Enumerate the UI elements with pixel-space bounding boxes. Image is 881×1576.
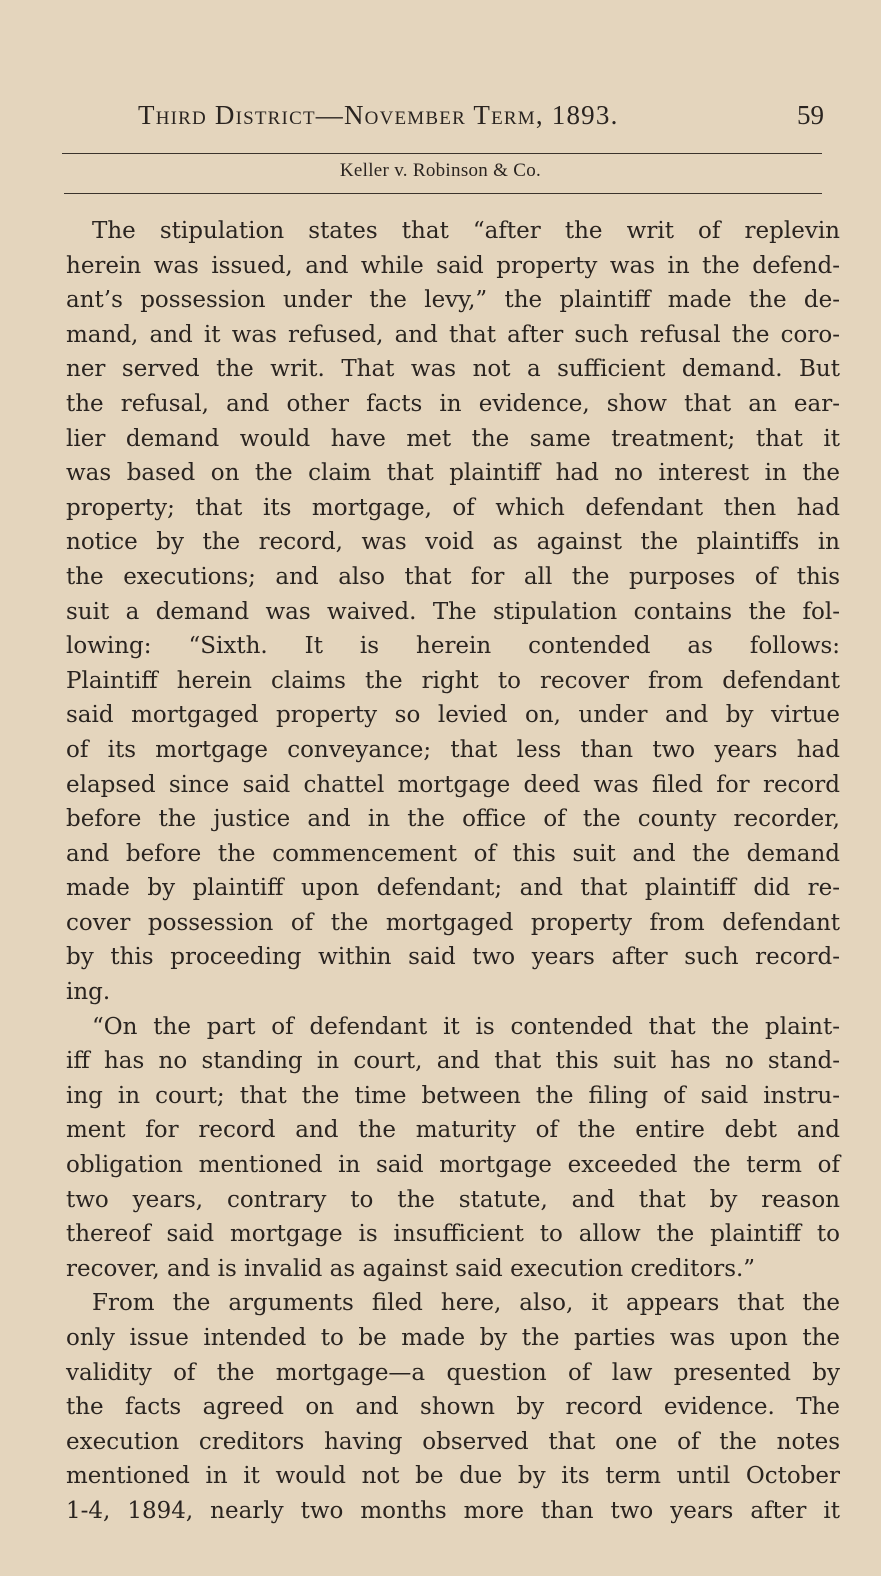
- text-line: of its mortgage conveyance; that less than two years had: [66, 736, 840, 763]
- text-line: execution creditors having observed that one of the notes: [66, 1428, 840, 1455]
- text-line: obligation mentioned in said mortgage exceeded the term of: [66, 1152, 840, 1179]
- text-line: notice by the record, was void as against the plaintiffs in: [66, 529, 840, 556]
- page-number: 59: [797, 100, 824, 130]
- text-line: the facts agreed on and shown by record evidence. The: [66, 1394, 840, 1421]
- text-line: ing.: [66, 979, 111, 1006]
- text-line: From the arguments filed here, also, it appears that the: [92, 1290, 840, 1317]
- text-line: before the justice and in the office of the county recorder,: [66, 806, 840, 833]
- running-head: Third District—November Term, 1893.: [138, 100, 619, 130]
- text-line: validity of the mortgage—a question of law presented by: [66, 1359, 840, 1386]
- text-line: 1-4, 1894, nearly two months more than two years after it: [66, 1497, 840, 1524]
- text-line: suit a demand was waived. The stipulation contains the fol-: [66, 598, 840, 625]
- text-line: ant’s possession under the levy,” the plaintiff made the de-: [66, 287, 840, 314]
- text-line: and before the commencement of this suit and the demand: [66, 840, 840, 867]
- text-line: ment for record and the maturity of the entire debt and: [66, 1117, 840, 1144]
- text-line: was based on the claim that plaintiff had no interest in the: [66, 460, 840, 487]
- text-line: Plaintiff herein claims the right to recover from defendant: [66, 667, 840, 694]
- case-title: Keller v. Robinson & Co.: [339, 160, 542, 181]
- text-line: recover, and is invalid as against said execution creditors.”: [66, 1255, 756, 1282]
- text-line: “On the part of defendant it is contended that the plaint-: [92, 1013, 840, 1040]
- text-line: ing in court; that the time between the filing of said instru-: [66, 1082, 840, 1109]
- text-line: only issue intended to be made by the parties was upon the: [66, 1325, 840, 1351]
- text-line: by this proceeding within said two years after such record-: [66, 944, 840, 971]
- body-text: [66, 214, 840, 1529]
- text-line: iff has no standing in court, and that this suit has no stand-: [66, 1048, 840, 1075]
- page-header: [138, 100, 828, 140]
- text-line: the executions; and also that for all the purposes of this: [66, 563, 840, 590]
- case-title-rule: [64, 193, 822, 194]
- text-line: lier demand would have met the same treatment; that it: [66, 425, 840, 452]
- text-line: cover possession of the mortgaged property from defendant: [66, 909, 840, 936]
- text-line: herein was issued, and while said property was in the defend-: [66, 252, 840, 279]
- text-line: lowing: “Sixth. It is herein contended as follows:: [66, 633, 840, 660]
- header-rule: [62, 153, 822, 154]
- text-line: two years, contrary to the statute, and that by reason: [66, 1186, 840, 1213]
- text-line: mentioned in it would not be due by its term until October: [66, 1463, 840, 1490]
- text-line: property; that its mortgage, of which defendant then had: [66, 494, 840, 521]
- text-line: thereof said mortgage is insufficient to allow the plaintiff to: [66, 1221, 840, 1248]
- text-line: ner served the writ. That was not a sufficient demand. But: [66, 356, 840, 383]
- text-line: The stipulation states that “after the writ of replevin: [92, 218, 840, 244]
- text-line: elapsed since said chattel mortgage deed was filed for record: [66, 771, 840, 798]
- text-line: said mortgaged property so levied on, under and by virtue: [66, 702, 840, 729]
- text-line: mand, and it was refused, and that after such refusal the coro-: [66, 321, 840, 348]
- text-line: made by plaintiff upon defendant; and that plaintiff did re-: [66, 875, 840, 902]
- text-line: the refusal, and other facts in evidence, show that an ear-: [66, 390, 840, 417]
